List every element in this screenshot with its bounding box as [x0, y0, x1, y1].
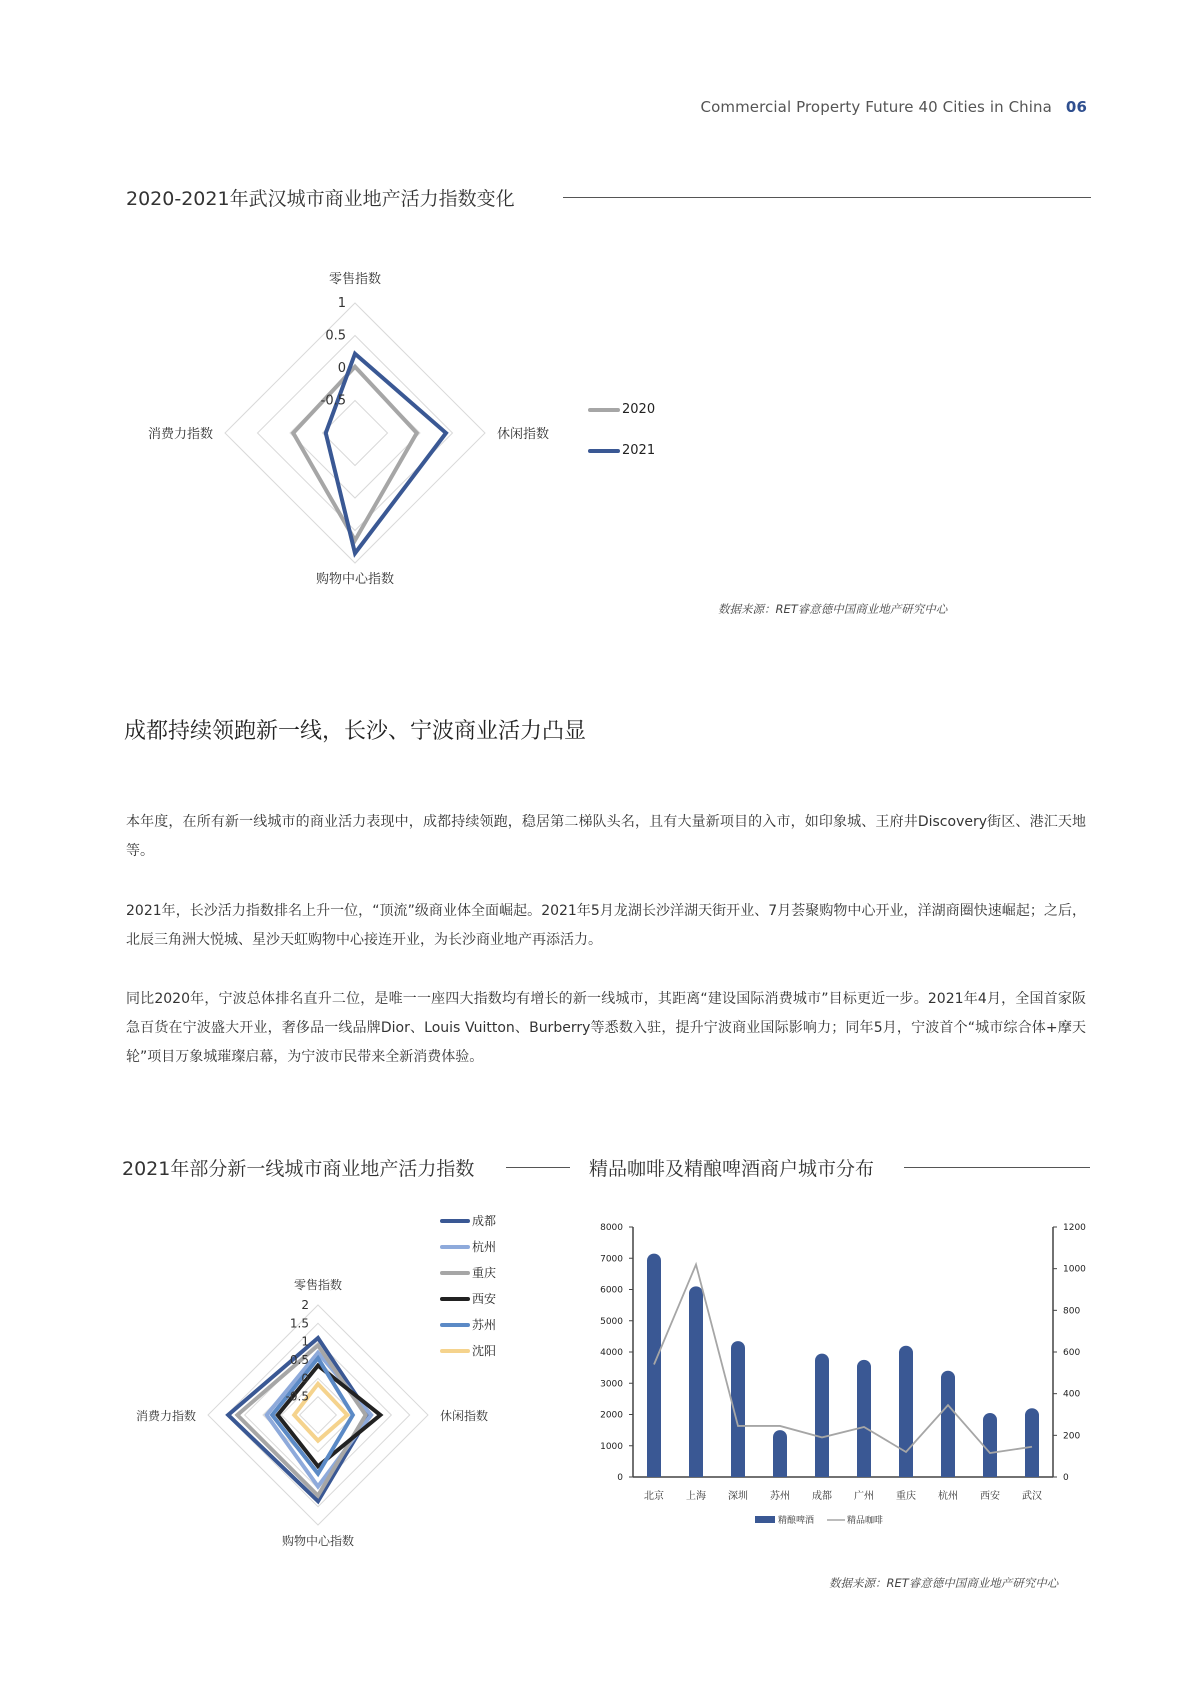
title-rule — [563, 197, 1091, 198]
legend-label-coffee: 精品咖啡 — [847, 1516, 884, 1526]
legend-swatch — [440, 1297, 470, 1301]
radar-tick-label: 1.5 — [289, 1316, 309, 1331]
legend-label: 重庆 — [472, 1266, 497, 1280]
wuhan-chart-title: 2020-2021年武汉城市商业地产活力指数变化 — [126, 188, 515, 210]
category-label: 北京 — [644, 1491, 664, 1502]
legend-label: 成都 — [472, 1214, 497, 1228]
bar-西安 — [983, 1413, 997, 1477]
radar-tick-label: -0.5 — [320, 393, 346, 409]
bar-杭州 — [941, 1371, 955, 1477]
legend-swatch — [588, 449, 620, 453]
category-label: 西安 — [980, 1491, 1000, 1502]
legend-item-2020 — [588, 402, 655, 417]
paragraph-changsha: 2021年，长沙活力指数排名上升一位，“顶流”级商业体全面崛起。2021年5月龙湖长沙洋湖天街开业、7月荟聚购物中心开业，洋湖商圈快速崛起；之后，北辰三角洲大悦城、星沙天虹购物中心接连开业，为长沙商业地产再添活力。 — [126, 903, 1086, 948]
bar-武汉 — [1025, 1408, 1039, 1477]
legend-swatch — [440, 1323, 470, 1327]
left-tick-label: 4000 — [600, 1348, 623, 1358]
axis-label-mall: 购物中心指数 — [315, 572, 395, 587]
legend-item-苏州 — [440, 1316, 496, 1333]
axis-label-consumption: 消费力指数 — [135, 1409, 196, 1423]
axis-label-retail: 零售指数 — [328, 272, 382, 287]
left-tick-label: 8000 — [600, 1223, 623, 1233]
axis-label-mall: 购物中心指数 — [281, 1534, 355, 1548]
category-label: 广州 — [854, 1491, 874, 1502]
legend-swatch — [440, 1271, 470, 1275]
radar-tick-label: 1 — [301, 1334, 309, 1349]
paragraph-ningbo: 同比2020年，宁波总体排名直升二位，是唯一一座四大指数均有增长的新一线城市，其距离“建设国际消费城市”目标更近一步。2021年4月，全国首家阪急百货在宁波盛大开业，奢侈品一线品牌Dior、Louis Vuitton、Burberry等悉数入驻，提升宁波商业国际影响力；同年5月，宁波首个“城市综合体+摩天轮”项目万象城璀璨启幕，为宁波市民带来全新消费体验。 — [126, 991, 1086, 1065]
running-header — [701, 98, 1087, 116]
category-label: 武汉 — [1022, 1491, 1042, 1502]
bar-北京 — [647, 1254, 661, 1477]
legend-item-成都 — [440, 1212, 496, 1229]
radar-tick-label: 0.5 — [325, 328, 346, 344]
coffee-line — [654, 1265, 1032, 1454]
new-tier1-radar-title: 2021年部分新一线城市商业地产活力指数 — [122, 1158, 475, 1180]
bar-重庆 — [899, 1346, 913, 1477]
category-label: 上海 — [686, 1491, 706, 1502]
coffee-beer-chart-title: 精品咖啡及精酿啤酒商户城市分布 — [589, 1158, 875, 1180]
left-tick-label: 6000 — [600, 1285, 623, 1296]
right-tick-label: 800 — [1063, 1306, 1081, 1317]
left-tick-label: 3000 — [600, 1379, 623, 1390]
page-number: 06 — [1065, 98, 1087, 116]
radar-grid-ring — [290, 368, 420, 498]
radar-tick-label: 0 — [301, 1371, 309, 1386]
radar-tick-label: 2 — [301, 1298, 309, 1312]
running-title: Commercial Property Future 40 Cities in China — [700, 98, 1052, 116]
data-source-note: 数据来源：RET睿意德中国商业地产研究中心 — [829, 1576, 1059, 1590]
right-tick-label: 200 — [1063, 1431, 1081, 1442]
legend-label-beer: 精酿啤酒 — [778, 1516, 815, 1526]
legend-item-沈阳 — [440, 1342, 496, 1359]
left-tick-label: 1000 — [600, 1441, 623, 1452]
coffee-beer-combo-chart — [585, 1215, 1095, 1535]
category-label: 杭州 — [938, 1491, 958, 1502]
data-source-note: 数据来源：RET睿意德中国商业地产研究中心 — [718, 602, 948, 616]
bar-成都 — [815, 1354, 829, 1477]
title-rule — [904, 1167, 1090, 1168]
category-label: 深圳 — [728, 1491, 748, 1502]
left-tick-label: 5000 — [600, 1316, 623, 1327]
axis-label-leisure: 休闲指数 — [440, 1409, 489, 1423]
radar-tick-label: -0.5 — [285, 1389, 309, 1404]
new-tier1-radar-legend — [440, 1212, 496, 1368]
left-tick-label: 0 — [617, 1473, 623, 1483]
category-label: 重庆 — [896, 1491, 916, 1502]
bar-广州 — [857, 1360, 871, 1477]
axis-label-consumption: 消费力指数 — [147, 427, 213, 442]
legend-swatch — [588, 408, 620, 412]
legend-swatch — [440, 1245, 470, 1249]
wuhan-radar-chart — [130, 265, 590, 610]
legend-item-2021 — [588, 443, 655, 458]
section-heading: 成都持续领跑新一线，长沙、宁波商业活力凸显 — [124, 719, 587, 744]
category-label: 成都 — [812, 1491, 832, 1502]
left-tick-label: 2000 — [600, 1410, 623, 1421]
right-tick-label: 0 — [1063, 1473, 1069, 1483]
legend-item-重庆 — [440, 1264, 496, 1281]
legend-label: 2020 — [622, 402, 656, 417]
radar-tick-label: 0.5 — [289, 1353, 309, 1367]
legend-label: 2021 — [622, 443, 656, 458]
legend-label: 沈阳 — [472, 1344, 497, 1358]
right-tick-label: 600 — [1063, 1348, 1081, 1358]
legend-label: 西安 — [472, 1292, 497, 1306]
legend-label: 苏州 — [472, 1318, 497, 1332]
legend-swatch-beer — [755, 1516, 775, 1523]
wuhan-radar-legend — [588, 402, 655, 458]
left-tick-label: 7000 — [600, 1254, 623, 1265]
legend-item-杭州 — [440, 1238, 496, 1255]
paragraph-chengdu: 本年度，在所有新一线城市的商业活力表现中，成都持续领跑，稳居第二梯队头名，且有大量新项目的入市，如印象城、王府井Discovery街区、港汇天地等。 — [126, 814, 1086, 859]
radar-tick-label: 0 — [337, 361, 346, 376]
legend-swatch — [440, 1219, 470, 1223]
legend-label: 杭州 — [472, 1240, 497, 1254]
bar-上海 — [689, 1286, 703, 1477]
axis-label-leisure: 休闲指数 — [497, 427, 550, 442]
right-tick-label: 400 — [1063, 1389, 1081, 1400]
legend-item-西安 — [440, 1290, 496, 1307]
right-tick-label: 1000 — [1063, 1264, 1086, 1275]
category-label: 苏州 — [770, 1491, 790, 1502]
title-rule — [506, 1167, 570, 1168]
legend-swatch — [440, 1349, 470, 1353]
radar-tick-label: 1 — [337, 296, 346, 311]
right-tick-label: 1200 — [1063, 1223, 1086, 1233]
axis-label-retail: 零售指数 — [293, 1278, 343, 1292]
